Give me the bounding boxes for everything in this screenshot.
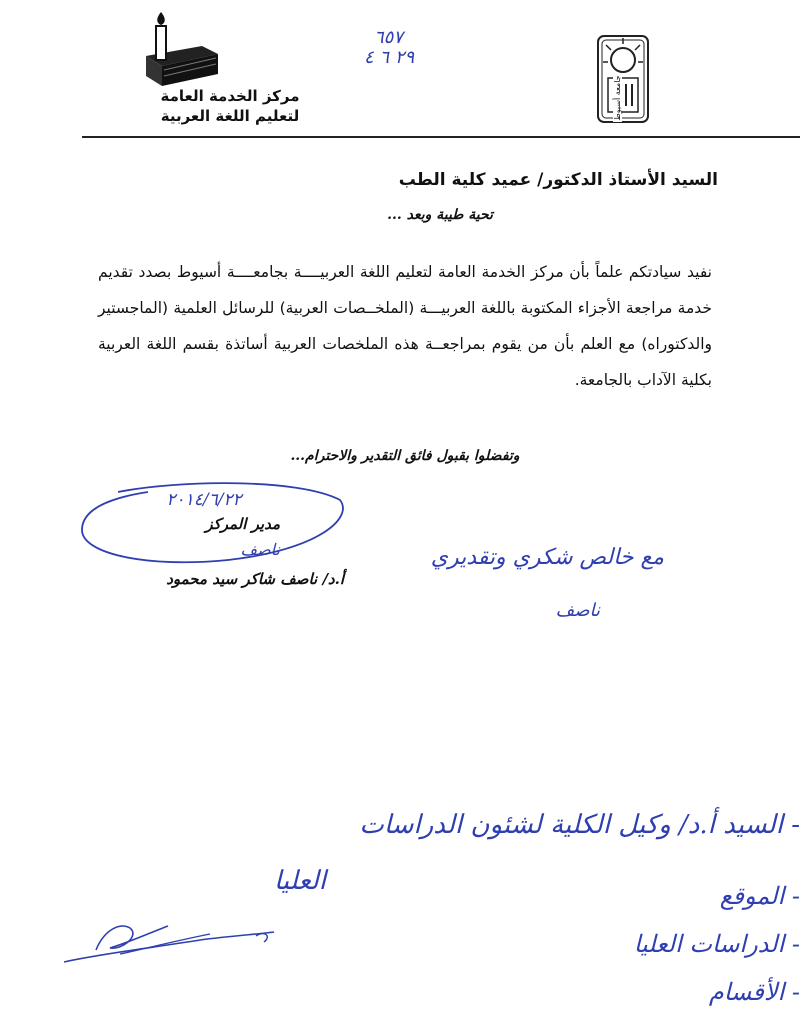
handwritten-signature-mark [60,910,280,970]
center-name [150,86,310,126]
signature-title: مدير المركز [205,515,280,533]
signature-initials: ناصف [240,540,280,559]
center-name-line1: مركز الخدمة العامة [160,87,300,105]
handwritten-referral-line2: العليا [273,866,327,896]
closing-line: وتفضلوا بقبول فائق التقدير والاحترام... [290,448,520,464]
reference-stamp [340,28,460,72]
university-logo [596,34,650,124]
letter-body: نفيد سيادتكم علماً بأن مركز الخدمة العامة لتعليم اللغة العربيــــة بجامعــــة أسيوط بصدد تقديم خدمة مراجعة الأجزاء المكتوبة باللغة العربيـــة (الملخــصات العربية) للرسائل العلمية (الماجستير والدكتوراه) مع العلم بأن من يقوم بمراجعــة هذه الملخصات العربية أساتذة بقسم اللغة العربية بكلية الآداب بالجامعة. [98,263,712,389]
handwritten-thanks: مع خالص شكري وتقديري [430,545,664,570]
reference-number: ٦٥٧ [374,27,404,48]
handwritten-referral-line1: - السيد أ.د/ وكيل الكلية لشئون الدراسات [359,810,800,840]
handwritten-thanks-initials: ناصف [555,600,600,621]
distribution-item-graduate-studies: - الدراسات العليا [633,930,800,958]
reference-date: ٢٩ ٦ ٤ [364,47,415,68]
signature-date: ٢٠١٤/٦/٢٢ [166,490,242,510]
candle-on-book-icon [140,10,224,90]
distribution-item-departments: - الأقسام [708,978,800,1006]
university-logo-text: جامعة أسيوط [613,75,622,121]
signatory-name: أ.د/ ناصف شاكر سيد محمود [166,570,344,588]
greeting: تحية طيبة وبعد ... [387,207,493,223]
center-logo [140,10,224,90]
addressee: السيد الأستاذ الدكتور/ عميد كلية الطب [398,170,718,190]
header-divider [82,136,800,138]
assiut-university-seal-icon [596,34,650,124]
center-name-line2: لتعليم اللغة العربية [160,107,300,125]
distribution-item-site: - الموقع [719,882,800,910]
handwritten-distribution-list [540,872,800,1016]
